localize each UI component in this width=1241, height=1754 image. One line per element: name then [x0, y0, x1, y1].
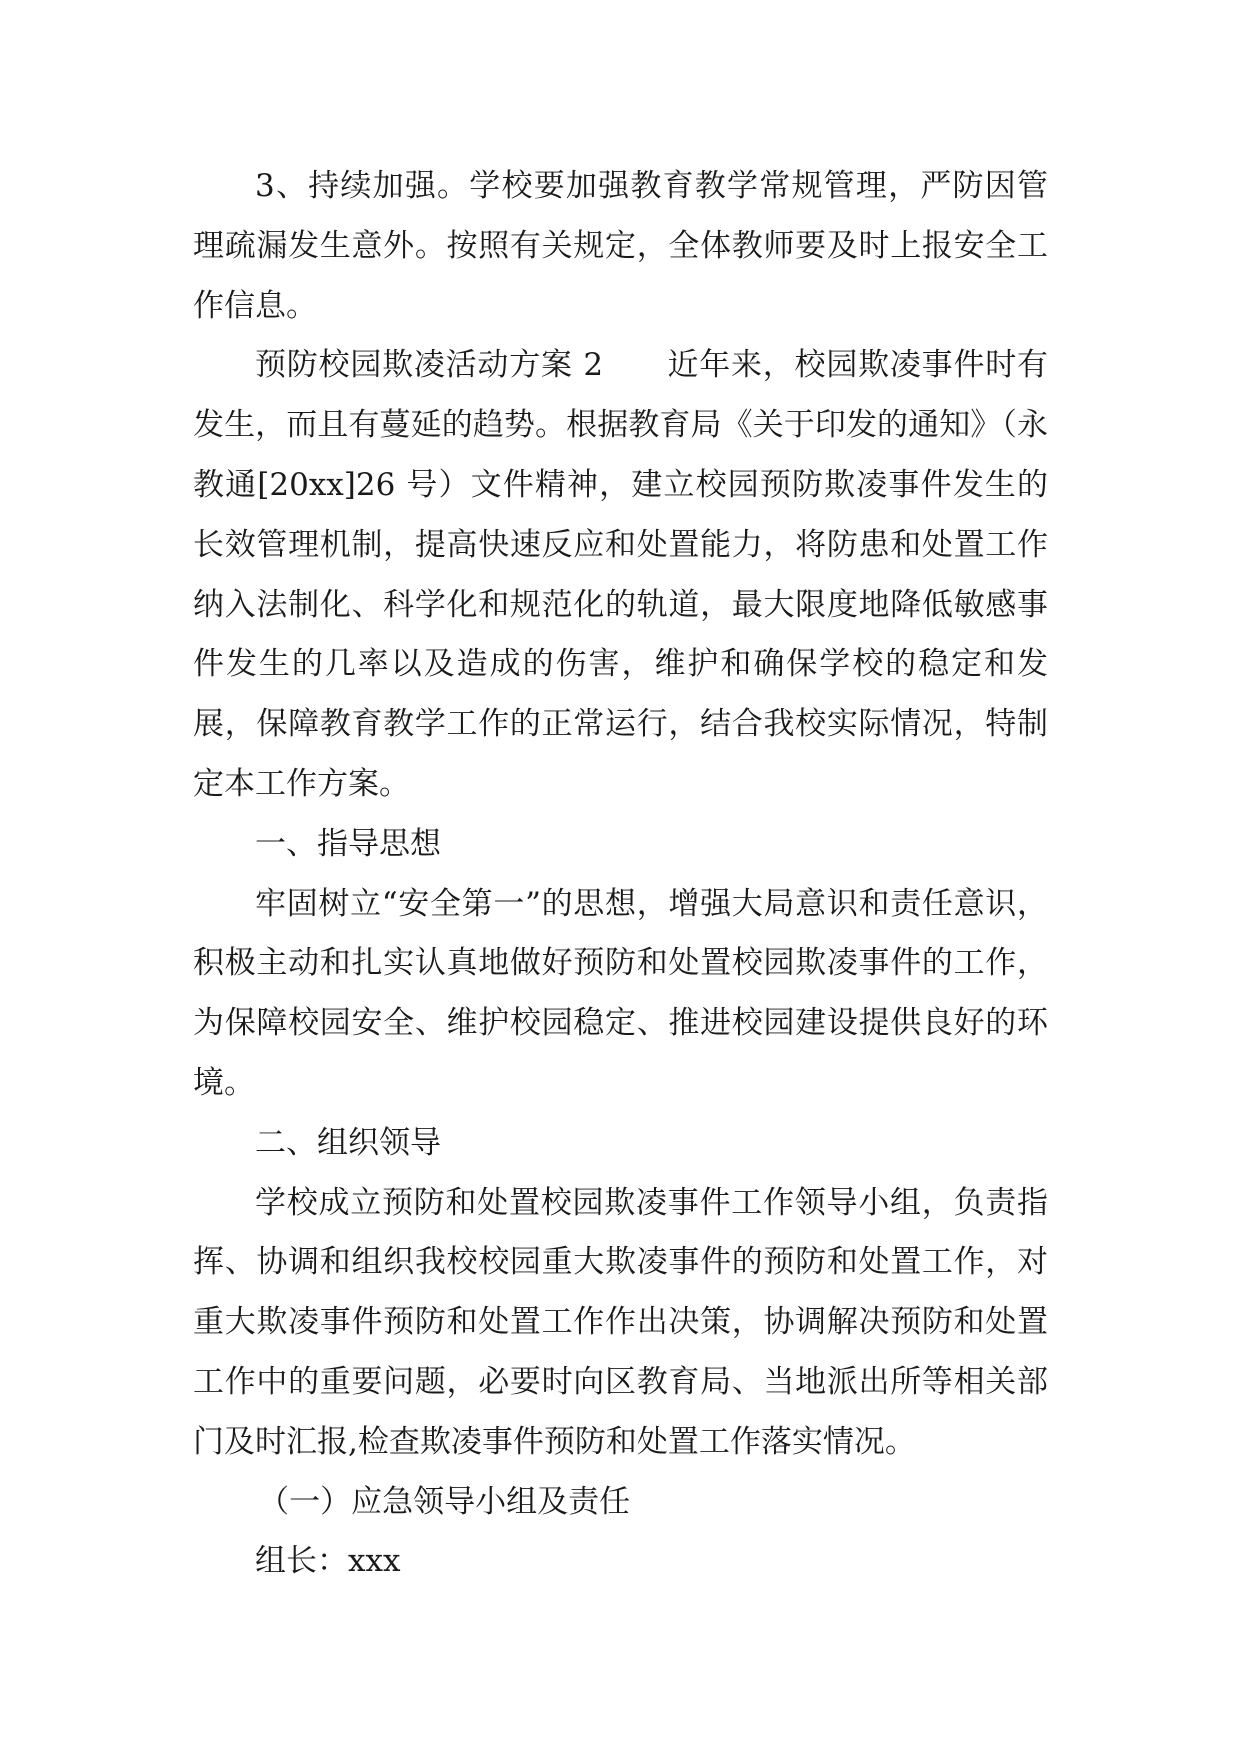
paragraph-continued-measures: 3、持续加强。学校要加强教育教学常规管理，严防因管理疏漏发生意外。按照有关规定，全体教师要及时上报安全工作信息。 — [193, 168, 1048, 324]
document-body — [193, 157, 1048, 1592]
section-heading-organization: 二、组织领导 — [255, 1124, 441, 1161]
paragraph-guiding-ideology: 牢固树立“安全第一”的思想，增强大局意识和责任意识，积极主动和扎实认真地做好预防和处置校园欺凌事件的工作，为保障校园安全、维护校园稳定、推进校园建设提供良好的环境。 — [193, 885, 1048, 1101]
subsection-heading-emergency-group: （一）应急领导小组及责任 — [258, 1483, 631, 1520]
paragraph-group-leader: 组长：xxx — [255, 1543, 401, 1580]
paragraph-plan-2-intro: 预防校园欺凌活动方案 2 近年来，校园欺凌事件时有发生，而且有蔓延的趋势。根据教育局《关于印发的通知》（永教通[20xx]26 号）文件精神，建立校园预防欺凌事件发生的长效管理机制，提高快速反应和处置能力，将防患和处置工作纳入法制化、科学化和规范化的轨道，最大限度地降低敏感事件发生的几率以及造成的伤害，维护和确保学校的稳定和发展，保障教育教学工作的正常运行，结合我校实际情况，特制定本工作方案。 — [193, 347, 1048, 802]
paragraph-organization: 学校成立预防和处置校园欺凌事件工作领导小组，负责指挥、协调和组织我校校园重大欺凌事件的预防和处置工作，对重大欺凌事件预防和处置工作作出决策，协调解决预防和处置工作中的重要问题，必要时向区教育局、当地派出所等相关部门及时汇报,检查欺凌事件预防和处置工作落实情况。 — [193, 1184, 1048, 1460]
section-heading-guiding-ideology: 一、指导思想 — [255, 825, 441, 862]
